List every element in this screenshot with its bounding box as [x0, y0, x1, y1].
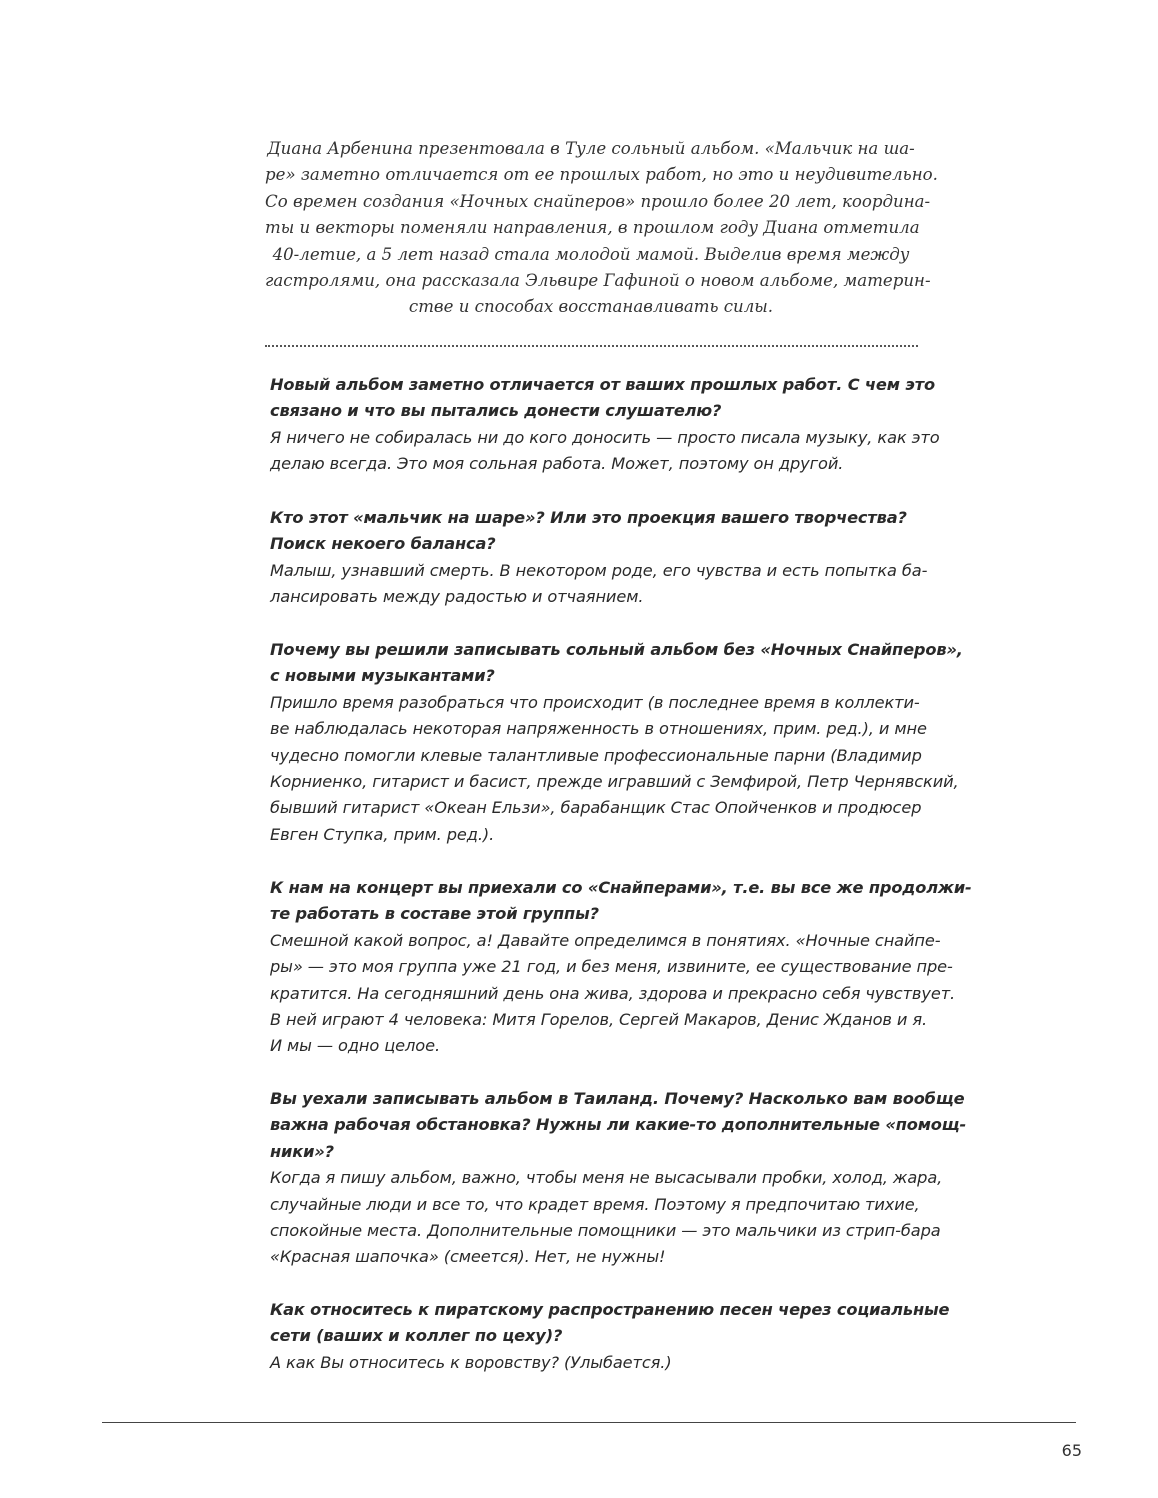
- answer-line: Евген Ступка, прим. ред.).: [270, 824, 495, 844]
- answer-line: Малыш, узнавший смерть. В некотором роде, его чувства и есть попытка ба-: [270, 560, 928, 580]
- intro-line: стве и способах восстанавливать силы.: [408, 297, 774, 317]
- answer-line: Корниенко, гитарист и басист, прежде игравший с Земфирой, Петр Чернявский,: [270, 772, 959, 792]
- question-line: Вы уехали записывать альбом в Таиланд. Почему? Насколько вам вообще: [270, 1089, 965, 1108]
- answer-line: Смешной какой вопрос, а! Давайте определимся в понятиях. «Ночные снайпе-: [270, 930, 941, 950]
- qa-block: [270, 372, 940, 478]
- question-line: К нам на концерт вы приехали со «Снайперами», т.е. вы все же продолжи-: [270, 878, 972, 897]
- question: [270, 637, 963, 690]
- qa-block: [270, 875, 972, 1060]
- question-line: важна рабочая обстановка? Нужны ли какие-то дополнительные «помощ-: [270, 1115, 967, 1135]
- answer: [270, 928, 956, 1060]
- question-line: с новыми музыкантами?: [270, 666, 495, 686]
- answer-line: Когда я пишу альбом, важно, чтобы меня не высасывали пробки, холод, жара,: [270, 1168, 943, 1188]
- answer-line: ве наблюдалась некоторая напряженность в отношениях, прим. ред.), и мне: [270, 719, 927, 739]
- dotted-divider: [265, 345, 918, 347]
- answer-line: чудесно помогли клевые талантливые профессиональные парни (Владимир: [270, 745, 922, 765]
- answer-line: А как Вы относитесь к воровству? (Улыбается.): [270, 1352, 672, 1372]
- answer: [270, 1350, 920, 1376]
- question-line: Поиск некоего баланса?: [270, 534, 496, 554]
- answer-line: лансировать между радостью и отчаянием.: [270, 587, 644, 607]
- question: [270, 1297, 950, 1350]
- answer: [270, 558, 928, 611]
- intro-line: ты и векторы поменяли направления, в прошлом году Диана отметила: [265, 218, 920, 238]
- question-line: связано и что вы пытались донести слушателю?: [270, 401, 722, 421]
- answer-line: ры» — это моя группа уже 21 год, и без меня, извините, ее существование пре-: [270, 957, 953, 977]
- answer: [270, 425, 940, 478]
- footer-rule: [102, 1422, 1076, 1423]
- qa-block: [270, 1086, 967, 1271]
- answer-line: В ней играют 4 человека: Митя Горелов, Сергей Макаров, Денис Жданов и я.: [270, 1010, 928, 1030]
- qa-block: [270, 505, 928, 611]
- answer-line: «Красная шапочка» (смеется). Нет, не нужны!: [270, 1247, 666, 1267]
- question: [270, 505, 920, 558]
- question-line: ники»?: [270, 1141, 334, 1161]
- question-line: сети (ваших и коллег по цеху)?: [270, 1326, 563, 1346]
- qa-block: [270, 637, 963, 848]
- answer-line: И мы — одно целое.: [270, 1036, 440, 1056]
- answer-line: спокойные места. Дополнительные помощники — это мальчики из стрип-бара: [270, 1221, 941, 1241]
- page-number: 65: [1061, 1441, 1082, 1460]
- question-line: Почему вы решили записывать сольный альбом без «Ночных Снайперов»,: [270, 640, 963, 659]
- intro-paragraph: [265, 136, 938, 321]
- question: [270, 1086, 967, 1165]
- intro-line: ре» заметно отличается от ее прошлых работ, но это и неудивительно.: [265, 165, 938, 185]
- answer-line: Пришло время разобраться что происходит (в последнее время в коллекти-: [270, 692, 920, 712]
- question-line: Как относитесь к пиратскому распространению песен через социальные: [270, 1300, 950, 1319]
- question: [270, 875, 972, 928]
- intro-line: Со времен создания «Ночных снайперов» прошло более 20 лет, координа-: [265, 191, 931, 211]
- answer-line: Я ничего не собиралась ни до кого доносить — просто писала музыку, как это: [270, 427, 940, 447]
- intro-line: гастролями, она рассказала Эльвире Гафиной о новом альбоме, материн-: [265, 271, 931, 291]
- answer: [270, 1165, 943, 1271]
- answer-line: кратится. На сегодняшний день она жива, здорова и прекрасно себя чувствует.: [270, 983, 956, 1003]
- answer-line: случайные люди и все то, что крадет время. Поэтому я предпочитаю тихие,: [270, 1194, 920, 1214]
- qa-block: [270, 1297, 950, 1376]
- answer: [270, 690, 959, 848]
- answer-line: делаю всегда. Это моя сольная работа. Может, поэтому он другой.: [270, 454, 844, 474]
- question-line: Кто этот «мальчик на шаре»? Или это проекция вашего творчества?: [270, 508, 907, 527]
- question-line: те работать в составе этой группы?: [270, 904, 599, 924]
- intro-line: 40-летие, а 5 лет назад стала молодой мамой. Выделив время между: [272, 244, 910, 264]
- question-line: Новый альбом заметно отличается от ваших прошлых работ. С чем это: [270, 375, 935, 394]
- intro-line: Диана Арбенина презентовала в Туле сольный альбом. «Мальчик на ша-: [267, 139, 915, 158]
- answer-line: бывший гитарист «Океан Ельзи», барабанщик Стас Опойченков и продюсер: [270, 798, 922, 818]
- question: [270, 372, 935, 425]
